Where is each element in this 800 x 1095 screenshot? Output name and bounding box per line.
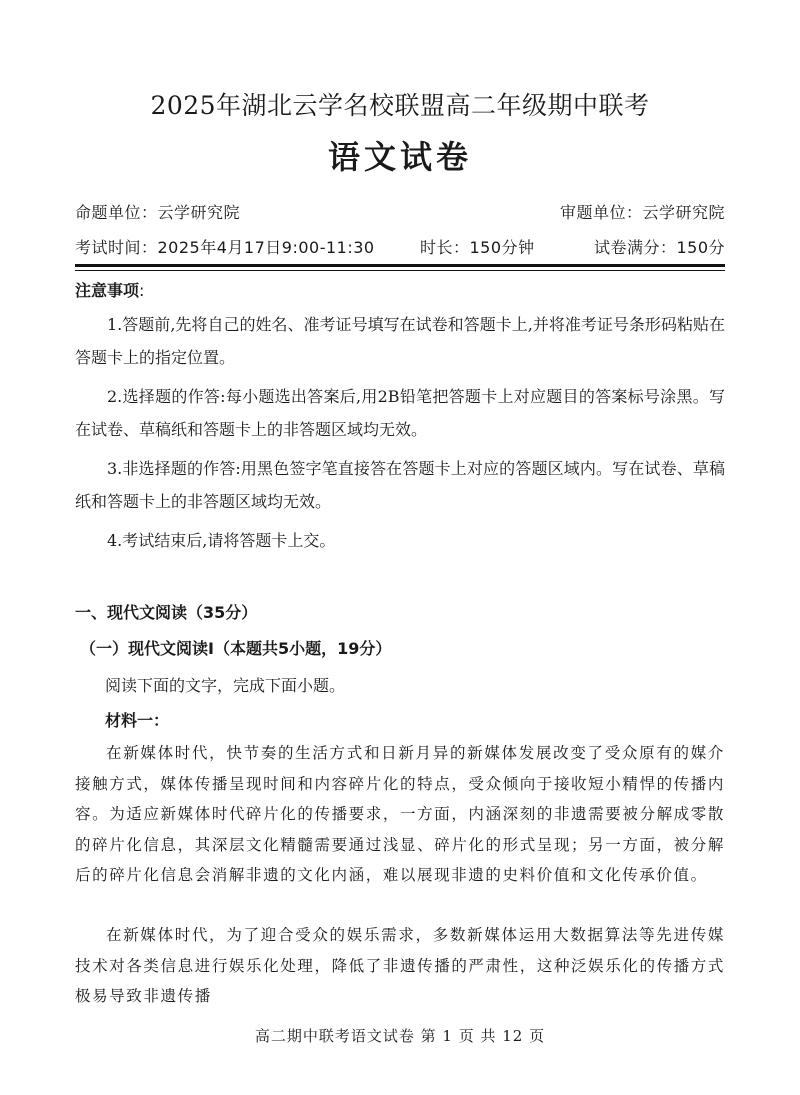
notice-item: 2.选择题的作答:每小题选出答案后,用2B铅笔把答题卡上对应题目的答案标号涂黑。写在试卷、草稿纸和答题卡上的非答题区域均无效。 [75,387,725,439]
exam-time: 考试时间：2025年4月17日9:00-11:30 [75,238,375,257]
material-paragraph: 在新媒体时代，为了迎合受众的娱乐需求，多数新媒体运用大数据算法等先进传媒技术对各类信息进行娱乐化处理，降低了非遗传播的严肃性，这种泛娱乐化的传播方式极易导致非遗传播 [75,926,725,1005]
reviewer-unit: 审题单位：云学研究院 [559,203,725,222]
notice-item: 3.非选择题的作答:用黑色签字笔直接答在答题卡上对应的答题区域内。写在试卷、草稿纸和答题卡上的非答题区域均无效。 [75,459,725,511]
setter-unit: 命题单位：云学研究院 [75,203,241,222]
page-footer: 高二期中联考语文试卷 第 1 页 共 12 页 [254,1027,546,1045]
notice-item: 4.考试结束后,请将答题卡上交。 [107,531,336,550]
header-divider-thin [75,270,725,271]
full-score: 试卷满分：150分 [593,238,725,257]
material-paragraph: 在新媒体时代，快节奏的生活方式和日新月异的新媒体发展改变了受众原有的媒介接触方式，媒体传播呈现时间和内容碎片化的特点，受众倾向于接收短小精悍的传播内容。为适应新媒体时代碎片化的传播要求，一方面，内涵深刻的非遗需要被分解成零散的碎片化信息，其深层文化精髓需要通过浅显、碎片化的形式呈现；另一方面，被分解后的碎片化信息会消解非遗的文化内涵，难以展现非遗的史料价值和文化传承价值。 [75,744,725,884]
reading-instruction: 阅读下面的文字，完成下面小题。 [105,676,346,695]
exam-title: 2025年湖北云学名校联盟高二年级期中联考 [150,91,650,120]
subsection-heading: （一）现代文阅读Ⅰ（本题共5小题，19分） [80,639,392,658]
header-divider-thick [75,264,725,267]
notice-title-text: 注意事项 [75,281,140,300]
notice-title-colon: : [139,281,145,300]
exam-duration: 时长：150分钟 [420,238,535,257]
notice-item: 1.答题前,先将自己的姓名、准考证号填写在试卷和答题卡上,并将准考证号条形码粘贴在答题卡上的指定位置。 [75,315,725,367]
section-heading: 一、现代文阅读（35分） [75,603,258,622]
notice-heading [75,278,144,301]
material-title: 材料一： [105,711,170,730]
subject-title: 语文试卷 [327,138,472,176]
